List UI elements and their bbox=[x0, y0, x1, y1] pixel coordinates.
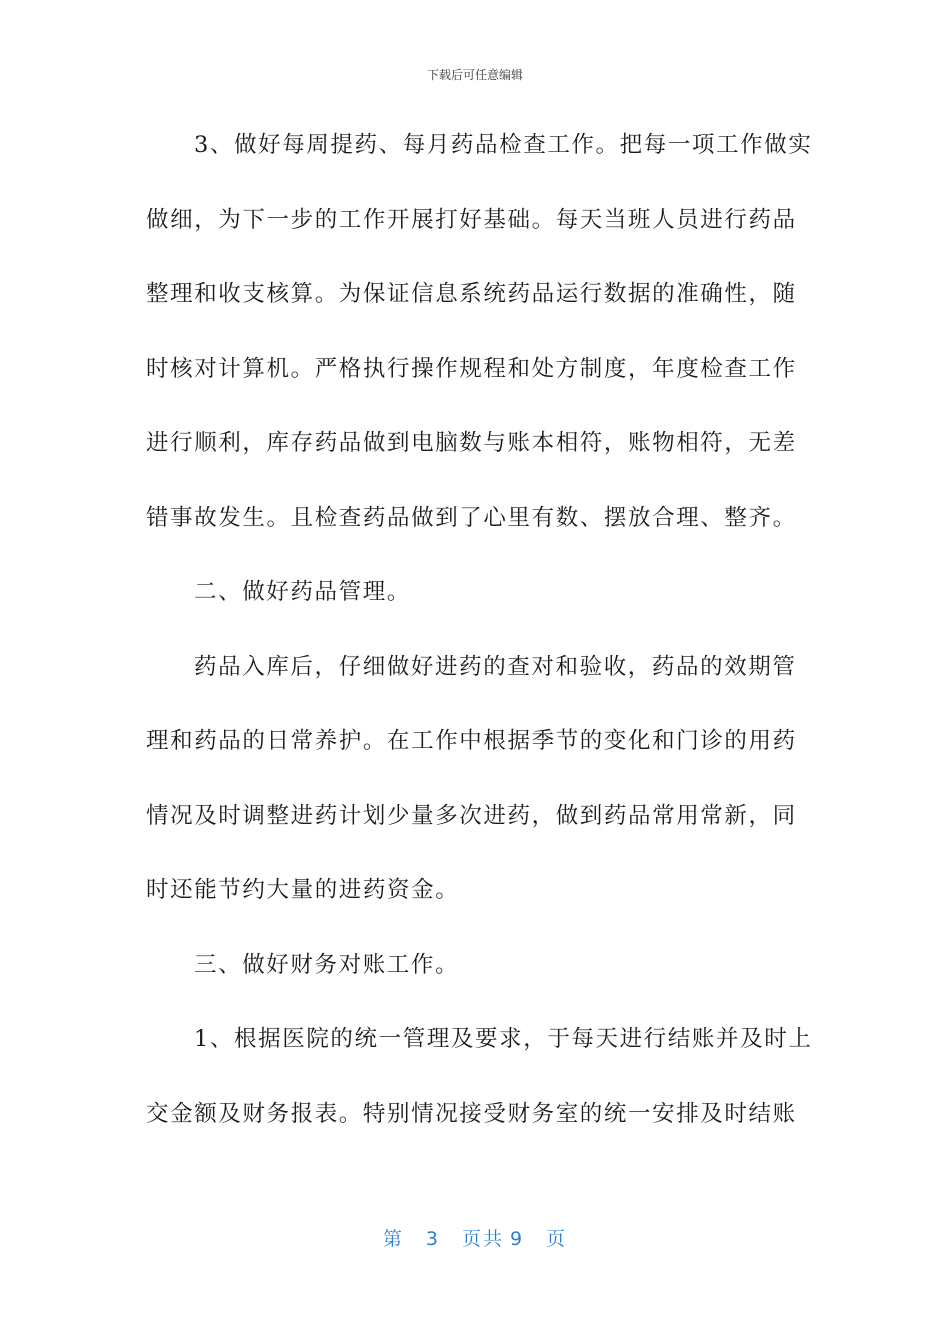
footer-middle: 页共 bbox=[461, 1228, 504, 1250]
paragraph-line: 理和药品的日常养护。在工作中根据季节的变化和门诊的用药 bbox=[146, 728, 797, 754]
paragraph-line: 时核对计算机。严格执行操作规程和处方制度，年度检查工作 bbox=[146, 355, 797, 382]
paragraph-line: 做细，为下一步的工作开展打好基础。每天当班人员进行药品 bbox=[146, 206, 797, 233]
footer-suffix: 页 bbox=[546, 1228, 568, 1250]
paragraph-line: 时还能节约大量的进药资金。 bbox=[146, 877, 460, 903]
document-body bbox=[146, 120, 813, 1163]
paragraph-line: 错事故发生。且检查药品做到了心里有数、摆放合理、整齐。 bbox=[146, 504, 797, 531]
paragraph-line: 药品入库后，仔细做好进药的查对和验收，药品的效期管 bbox=[194, 653, 797, 680]
paragraph-line: 情况及时调整进药计划少量多次进药，做到药品常用常新，同 bbox=[146, 802, 797, 829]
section-heading: 三、做好财务对账工作。 bbox=[194, 951, 460, 978]
section-heading: 二、做好药品管理。 bbox=[194, 579, 411, 605]
paragraph-line: 进行顺利，库存药品做到电脑数与账本相符，账物相符，无差 bbox=[146, 430, 797, 456]
footer-current-page: 3 bbox=[425, 1228, 440, 1250]
paragraph-line: 整理和收支核算。为保证信息系统药品运行数据的准确性，随 bbox=[146, 281, 797, 307]
paragraph-line: 3、做好每周提药、每月药品检查工作。把每一项工作做实 bbox=[194, 132, 813, 158]
footer-total-pages: 9 bbox=[510, 1228, 525, 1250]
paragraph-line: 交金额及财务报表。特别情况接受财务室的统一安排及时结账 bbox=[146, 1100, 797, 1127]
paragraph-line: 1、根据医院的统一管理及要求，于每天进行结账并及时上 bbox=[194, 1026, 813, 1052]
header-note: 下载后可任意编辑 bbox=[426, 68, 523, 82]
page-footer bbox=[0, 1224, 950, 1251]
footer-prefix: 第 bbox=[382, 1228, 404, 1250]
